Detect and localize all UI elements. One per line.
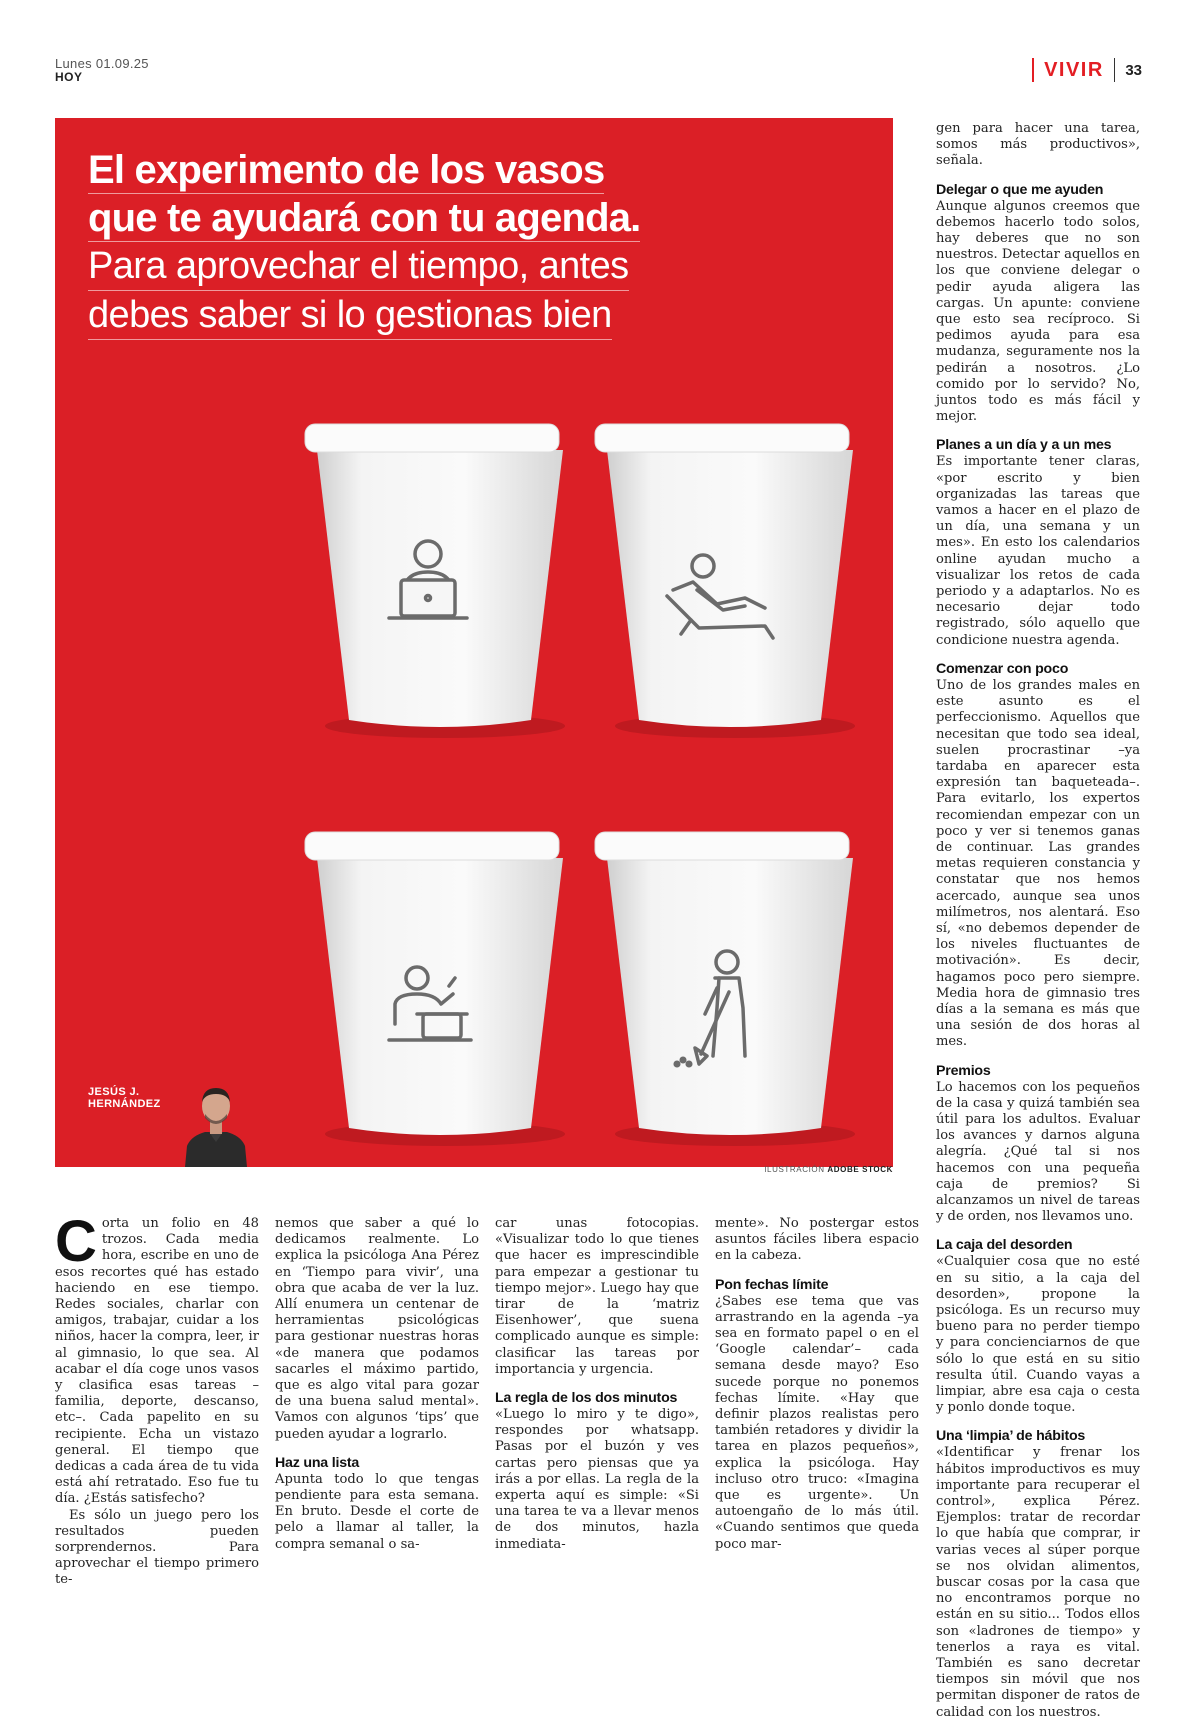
section-divider-left — [1032, 58, 1034, 82]
subheading-delegate: Delegar o que me ayuden — [936, 181, 1104, 198]
paper-cup-cooking — [305, 828, 575, 1146]
subheading-habits: Una ‘limpia’ de hábitos — [936, 1428, 1086, 1445]
headline-block — [88, 148, 738, 342]
author-byline — [88, 1086, 161, 1110]
author-photo — [183, 1080, 249, 1171]
article-column-4 — [715, 1216, 919, 1553]
article-column-1 — [55, 1209, 259, 1589]
issue-date: Lunes 01.09.25 — [55, 56, 149, 71]
paragraph: «Luego lo miro y te digo», respondes por whatsapp. Pasas por el buzón y ves cartas pero piensas que ya irás a por ellas. La regla de la experta aquí es simple: «Si una tarea te va a llevar menos de dos minutos, hazla inmediata- — [495, 1407, 699, 1552]
subheading-two-minutes: La regla de los dos minutos — [495, 1390, 678, 1407]
subheading-start-small: Comenzar con poco — [936, 660, 1069, 677]
paragraph: Aunque algunos creemos que debemos hacerlo todo solos, hay deberes que no son nuestros. Detectar aquellos en los que conviene delegar o pedir ayuda aligera las cargas. Un apunte: conviene que esto sea recíproco. Si pedimos ayuda para esa mudanza, seguramente nos la pedirán a nosotros. ¿Lo comido por lo servido? No, juntos todo es más fácil y mejor. — [936, 198, 1140, 425]
paragraph: Es importante tener claras, «por escrito y bien organizadas las tareas que vamos a hacer en el plazo de un día, una semana y un mes». En esto los calendarios online ayudan mucho a visualizar los retos de cada periodo y a adaptarlos. No es necesario dejar todo registrado, sólo aquello que condicione nuestra agenda. — [936, 454, 1140, 648]
drop-cap: C — [55, 1209, 97, 1274]
article-column-5 — [936, 121, 1140, 1721]
section-divider-right — [1114, 58, 1116, 82]
article-column-2 — [275, 1216, 479, 1553]
headline-line-1: El experimento de los vasos — [88, 148, 605, 192]
photo-credit — [764, 1165, 893, 1174]
section-name: VIVIR — [1044, 58, 1104, 81]
paragraph: gen para hacer una tarea, somos más productivos», señala. — [936, 121, 1140, 169]
author-name-line-2: HERNÁNDEZ — [88, 1098, 161, 1110]
paragraph — [55, 1209, 259, 1508]
paragraph: Lo hacemos con los pequeños de la casa y quizá también sea útil para los adultos. Evaluar los avances y darnos alguna alegría. ¿Qué tal si nos hacemos con una pequeña caja de premios? Si alcanzamos un nivel de tareas y de orden, nos llevamos uno. — [936, 1079, 1140, 1225]
paragraph: Es sólo un juego pero los resultados pueden sorprendernos. Para aprovechar el tiempo primero te- — [55, 1507, 259, 1588]
hero-illustration — [55, 118, 893, 1167]
credit-name: ADOBE STOCK — [827, 1165, 893, 1174]
subheading-deadlines: Pon fechas límite — [715, 1276, 829, 1293]
paragraph: «Identificar y frenar los hábitos improductivos es muy importante para recuperar el control», explica Pérez. Ejemplos: tratar de recordar lo que había que comprar, ir varias veces al súper porque se nos olvidan alimentos, buscar cosas por la casa que no encontramos porque no están en su sitio... Todos ellos son «ladrones de tiempo» y tenerlos a raya es vital. También es sano decretar tiempos sin móvil que nos permitan disponer de ratos de calidad con los nuestros. — [936, 1445, 1140, 1720]
section-header — [1032, 58, 1142, 82]
paragraph: ¿Sabes ese tema que vas arrastrando en la agenda –ya sea en formato papel o en el ‘Google calendar’– cada semana desde mayo? Eso sucede porque no ponemos fechas límite. «Hay que definir plazos realistas pero también retadores y dividir la tarea en plazos pequeños», explica la psicóloga. Hay incluso otro truco: «Imagina que es urgente». Un autoengaño de lo más útil. «Cuando sentimos que queda poco mar- — [715, 1293, 919, 1552]
paragraph: Uno de los grandes males en este asunto es el perfeccionismo. Aquellos que necesitan que todo sea ideal, suelen procrastinar –ya tardaba en aparecer esta expresión tan baqueteada–. Para evitarlo, los expertos recomiendan empezar con un poco y ver si tenemos ganas de continuar. Las grandes metas requieren constancia y constatar que nos hemos acercado, aunque sea unos milímetros, nos alentará. Eso sí, «no debemos depender de los niveles fluctuantes de motivación». Es decir, hagamos poco pero siempre. Media hora de gimnasio tres días a la semana es más que una sesión de dos horas al mes. — [936, 677, 1140, 1050]
author-name-line-1: JESÚS J. — [88, 1086, 140, 1098]
article-column-3 — [495, 1216, 699, 1553]
paper-cup-cleaning — [595, 828, 865, 1146]
headline-line-2: que te ayudará con tu agenda. — [88, 196, 641, 240]
publication-name: HOY — [55, 70, 83, 84]
paragraph-text: orta un folio en 48 trozos. Cada media hora, escribe en uno de esos recortes qué has estado haciendo en ese tiempo. Redes sociales, charlar con amigos, trabajar, cuidar a los niños, hacer la compra, leer, ir al gimnasio, lo que sea. Al acabar el día coge unos vasos y clasifica esas tareas –familia, deporte, descanso, etc–. Cada papelito en su recipiente. Echa un vistazo general. El tiempo que dedicas a cada área de tu vida está ahí retratado. Eso fue tu día. ¿Estás satisfecho? — [55, 1216, 259, 1507]
subheading-plans: Planes a un día y a un mes — [936, 437, 1112, 454]
page-number: 33 — [1125, 61, 1142, 79]
paragraph: nemos que saber a qué lo dedicamos realmente. Lo explica la psicóloga Ana Pérez en ‘Tiempo para vivir’, una obra que acaba de ver la luz. Allí enumera un centenar de herramientas psicológicas para gestionar nuestras horas «de manera que podamos sacarles el máximo partido, que es algo vital para gozar de una buena salud mental». Vamos con algunos ‘tips’ que pueden ayudar a lograrlo. — [275, 1216, 479, 1442]
subheading-clutter-box: La caja del desorden — [936, 1237, 1073, 1254]
paper-cup-work — [305, 420, 575, 738]
paper-cup-rest — [595, 420, 865, 738]
paragraph: car unas fotocopias. «Visualizar todo lo que tienes que hacer es imprescindible para empezar a gestionar tu tiempo mejor». Luego hay que tirar de la ‘matriz Eisenhower’, que suena complicado aunque es simple: clasificar las tareas por importancia y urgencia. — [495, 1216, 699, 1377]
subheading-rewards: Premios — [936, 1062, 991, 1079]
paragraph: mente». No postergar estos asuntos fáciles libera espacio en la cabeza. — [715, 1216, 919, 1264]
credit-prefix: ILUSTRACIÓN — [764, 1165, 825, 1174]
subheading-list: Haz una lista — [275, 1454, 360, 1471]
paragraph: Apunta todo lo que tengas pendiente para esta semana. En bruto. Desde el corte de pelo a llamar al taller, la compra semanal o sa- — [275, 1471, 479, 1552]
subtitle-line-1: Para aprovechar el tiempo, antes — [88, 244, 629, 291]
paragraph: «Cualquier cosa que no esté en su sitio, a la caja del desorden», propone la psicóloga. Es un recurso muy bueno para no perder tiempo y para concienciarnos de que sólo lo que está en su sitio resulta útil. Cuando vayas a limpiar, abre esa caja o cesta y ponlo donde toque. — [936, 1254, 1140, 1416]
subtitle-line-2: debes saber si lo gestionas bien — [88, 293, 612, 340]
